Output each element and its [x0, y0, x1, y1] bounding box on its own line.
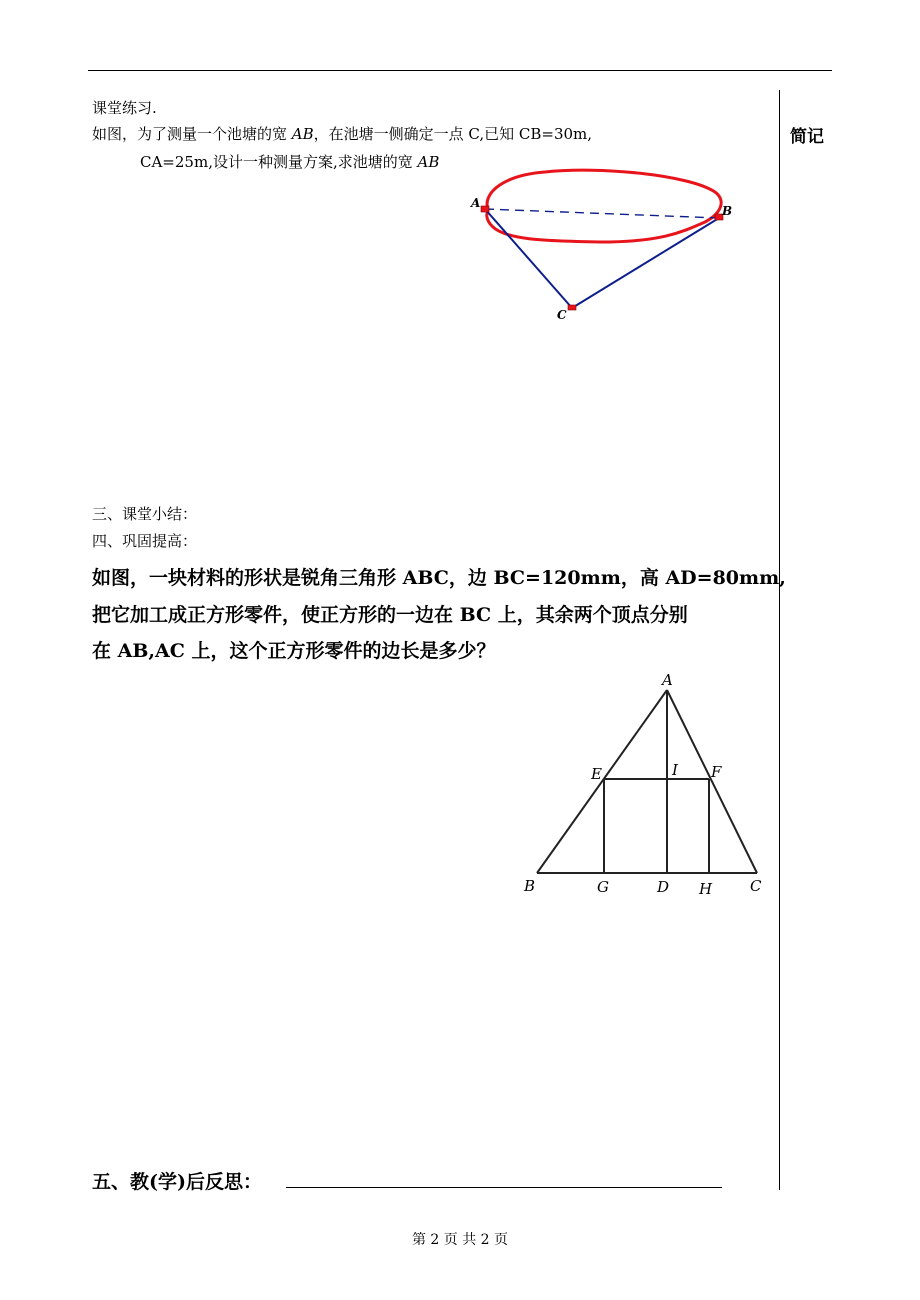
reflection-heading: 五、教(学)后反思：: [92, 1171, 262, 1193]
consolidate-heading: 四、巩固提高：: [92, 532, 198, 550]
label-tri-g: G: [597, 878, 609, 896]
side-ac: [667, 690, 757, 873]
label-tri-b: B: [524, 877, 536, 895]
side-ab: [537, 690, 667, 873]
practice-line-2: CA=25m,设计一种测量方案,求池塘的宽 AB: [140, 153, 440, 171]
label-b: B: [722, 204, 733, 218]
practice-heading: 课堂练习.: [92, 99, 157, 117]
label-tri-d: D: [657, 878, 670, 896]
problem-line-1: 如图，一块材料的形状是锐角三角形 ABC，边 BC=120mm，高 AD=80mm,: [92, 567, 786, 589]
label-c: C: [557, 308, 567, 322]
summary-heading: 三、课堂小结：: [92, 505, 198, 523]
label-a: A: [471, 196, 481, 210]
label-tri-i: I: [672, 761, 678, 779]
label-tri-c: C: [750, 877, 762, 895]
practice-line-1: 如图，为了测量一个池塘的宽 AB，在池塘一侧确定一点 C,已知 CB=30m,: [92, 125, 593, 143]
label-tri-f: F: [711, 763, 722, 781]
label-tri-a: A: [662, 671, 673, 689]
notes-column-label: 简记: [790, 127, 824, 147]
label-tri-e: E: [591, 765, 602, 783]
page-footer: 第 2 页 共 2 页: [411, 1232, 509, 1248]
label-tri-h: H: [699, 880, 713, 898]
problem-line-2: 把它加工成正方形零件，使正方形的一边在 BC 上，其余两个顶点分别: [92, 604, 688, 626]
problem-line-3: 在 AB,AC 上，这个正方形零件的边长是多少？: [92, 640, 496, 662]
reflection-answer-line: [286, 1187, 722, 1188]
